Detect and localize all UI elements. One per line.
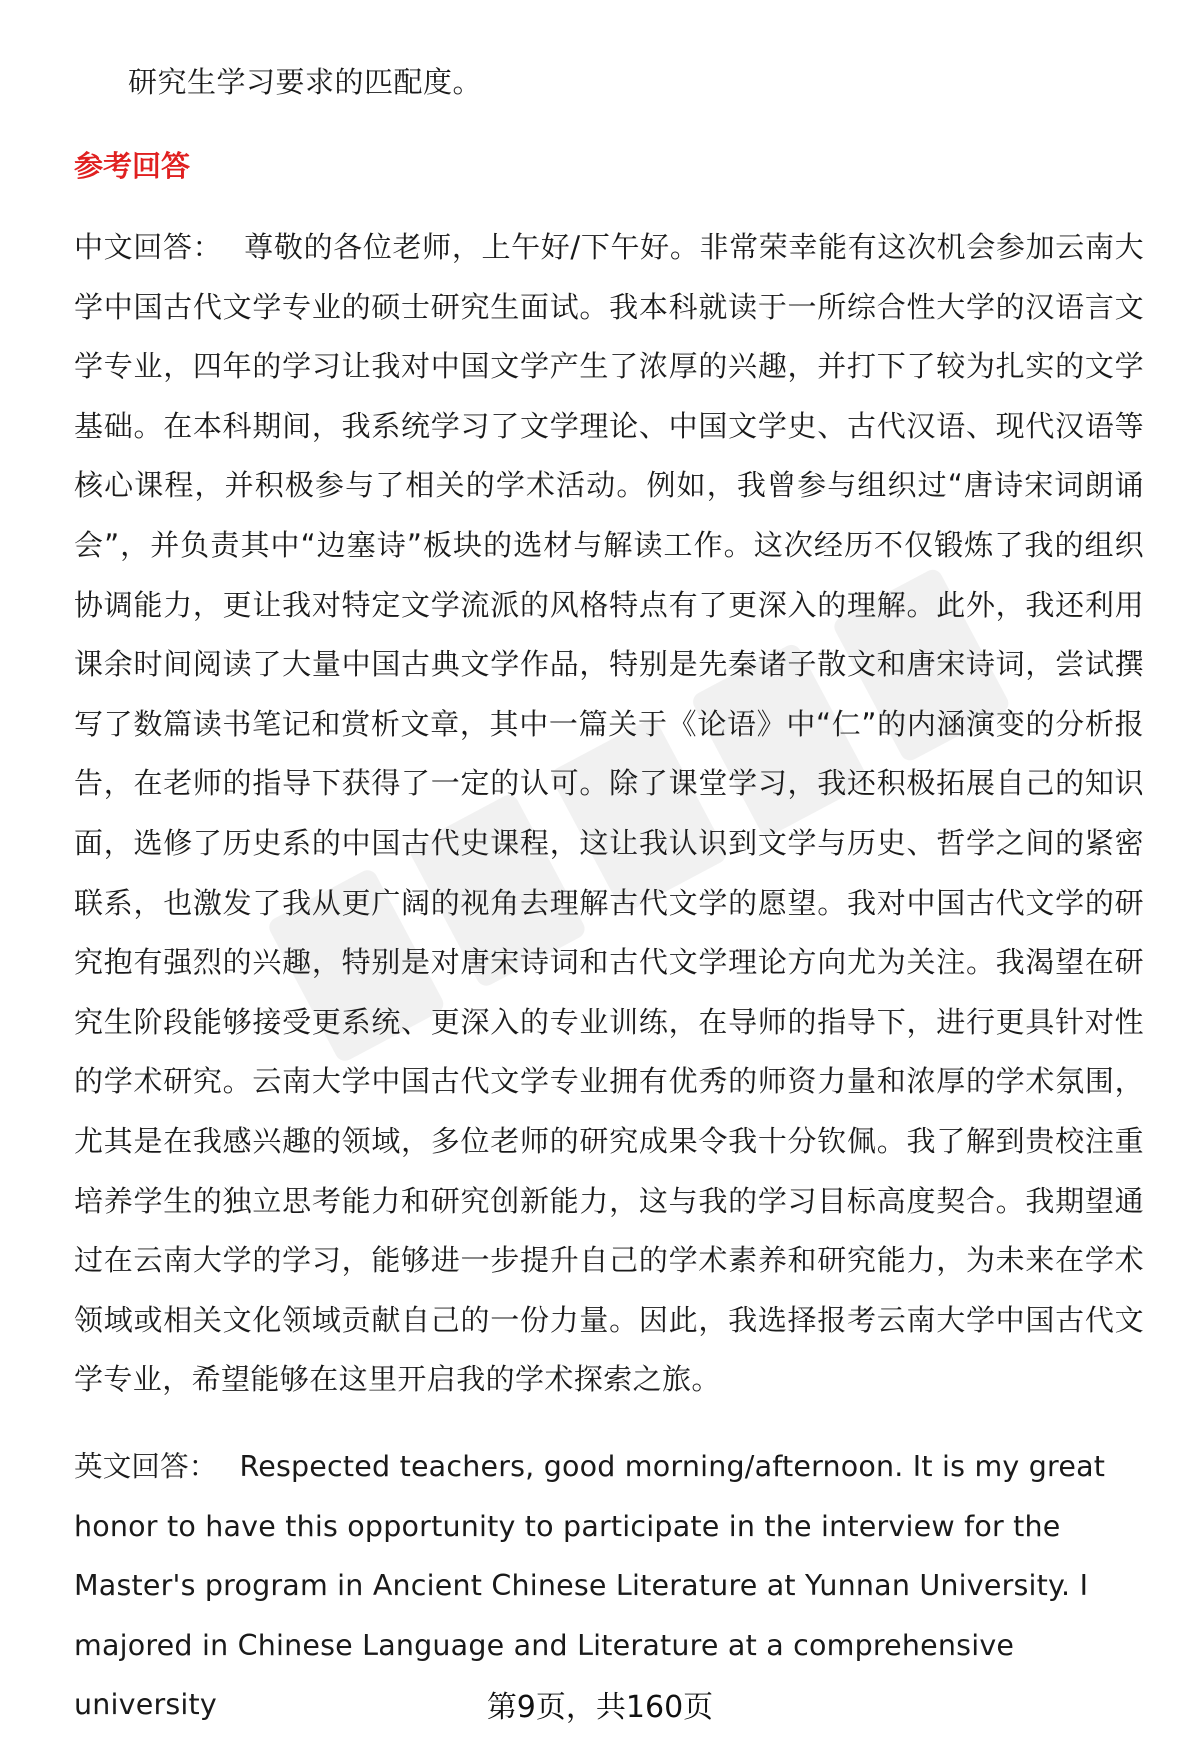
chinese-answer-text: 尊敬的各位老师，上午好/下午好。非常荣幸能有这次机会参加云南大学中国古代文学专业的硕士研究生面试。我本科就读于一所综合性大学的汉语言文学专业，四年的学习让我对中国文学产生了浓厚的兴趣，并打下了较为扎实的文学基础。在本科期间，我系统学习了文学理论、中国文学史、古代汉语、现代汉语等核心课程，并积极参与了相关的学术活动。例如，我曾参与组织过“唐诗宋词朗诵会”，并负责其中“边塞诗”板块的选材与解读工作。这次经历不仅锻炼了我的组织协调能力，更让我对特定文学流派的风格特点有了更深入的理解。此外，我还利用课余时间阅读了大量中国古典文学作品，特别是先秦诸子散文和唐宋诗词，尝试撰写了数篇读书笔记和赏析文章，其中一篇关于《论语》中“仁”的内涵演变的分析报告，在老师的指导下获得了一定的认可。除了课堂学习，我还积极拓展自己的知识面，选修了历史系的中国古代史课程，这让我认识到文学与历史、哲学之间的紧密联系，也激发了我从更广阔的视角去理解古代文学的愿望。我对中国古代文学的研究抱有强烈的兴趣，特别是对唐宋诗词和古代文学理论方向尤为关注。我渴望在研究生阶段能够接受更系统、更深入的专业训练，在导师的指导下，进行更具针对性的学术研究。云南大学中国古代文学专业拥有优秀的师资力量和浓厚的学术氛围，尤其是在我感兴趣的领域，多位老师的研究成果令我十分钦佩。我了解到贵校注重培养学生的独立思考能力和研究创新能力，这与我的学习目标高度契合。我期望通过在云南大学的学习，能够进一步提升自己的学术素养和研究能力，为未来在学术领域或相关文化领域贡献自己的一份力量。因此，我选择报考云南大学中国古代文学专业，希望能够在这里开启我的学术探索之旅。 xyxy=(74,230,1144,1397)
english-answer-text: Respected teachers, good morning/afternoon. It is my great honor to have this opportunity to participate in the interview for the Master's program in Ancient Chinese Literature at Yunnan University. I majored in Chinese Language and Literature at a comprehensive university xyxy=(74,1450,1106,1722)
continuation-text: 研究生学习要求的匹配度。 xyxy=(128,65,483,99)
english-answer-label: 英文回答： xyxy=(74,1450,218,1483)
section-heading: 参考回答 xyxy=(74,149,191,183)
page-footer: 第9页，共160页 xyxy=(486,1690,714,1725)
chinese-answer-label: 中文回答： xyxy=(74,230,223,264)
chinese-answer xyxy=(74,218,1144,1410)
